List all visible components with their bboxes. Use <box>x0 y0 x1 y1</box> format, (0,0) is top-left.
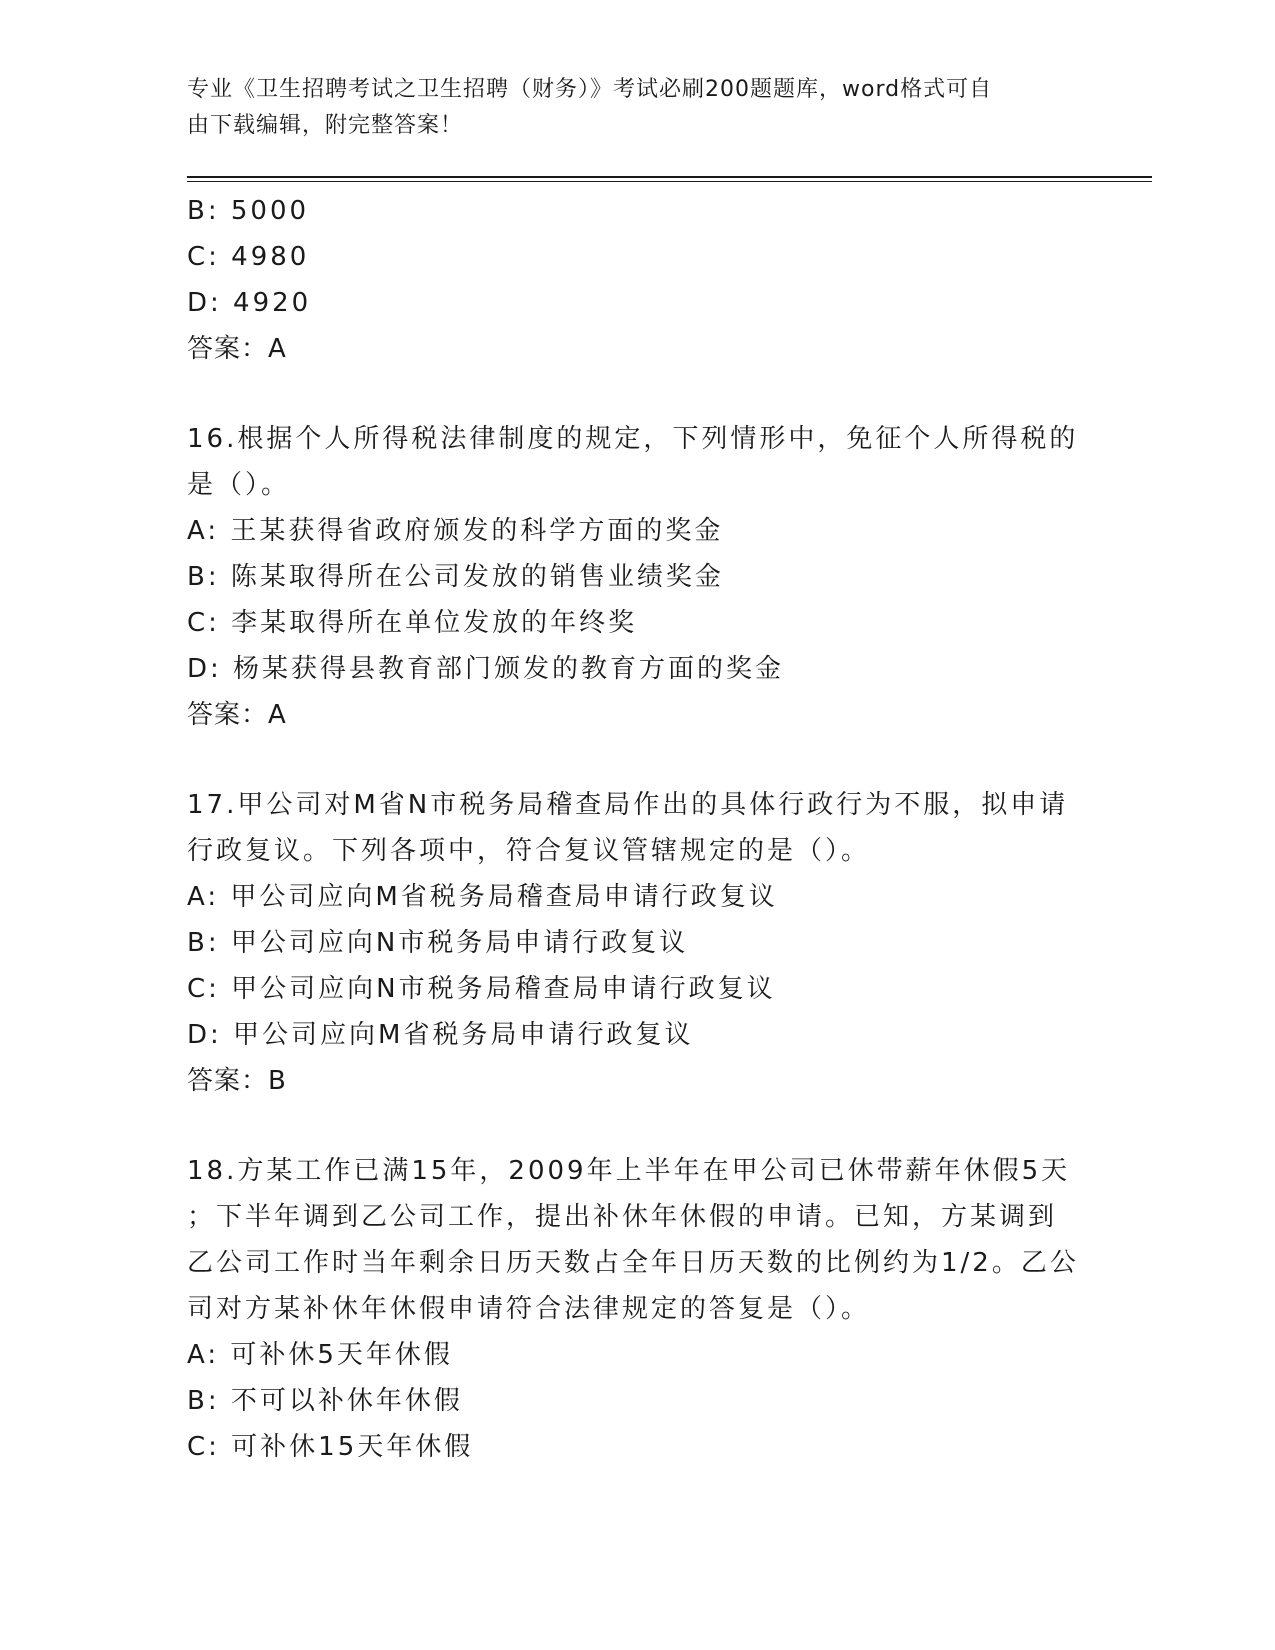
option-c: C: 李某取得所在单位发放的年终奖 <box>187 608 638 638</box>
page-header <box>187 72 1067 144</box>
option-a: A: 可补休5天年休假 <box>187 1340 453 1370</box>
option-b: B: 不可以补休年休假 <box>187 1386 463 1416</box>
option-c: C: 可补休15天年休假 <box>187 1432 474 1462</box>
option-b: B: 5000 <box>187 196 310 226</box>
spacer <box>187 1104 1087 1148</box>
header-title-line-2: 由下载编辑，附完整答案！ <box>187 113 464 138</box>
answer: 答案：A <box>187 700 287 730</box>
option-b: B: 甲公司应向N市税务局申请行政复议 <box>187 928 689 958</box>
header-divider-thin <box>187 181 1152 182</box>
question-text-line: 17.甲公司对M省N市税务局稽查局作出的具体行政行为不服，拟申请 <box>187 790 1069 820</box>
document-body <box>187 188 1087 1470</box>
question-text-line: 是（）。 <box>187 470 291 500</box>
spacer <box>187 372 1087 416</box>
question-text-line: 行政复议。下列各项中，符合复议管辖规定的是（）。 <box>187 836 871 866</box>
option-a: A: 甲公司应向M省税务局稽查局申请行政复议 <box>187 882 778 912</box>
question-text-line: 乙公司工作时当年剩余日历天数占全年日历天数的比例约为1/2。乙公 <box>187 1248 1079 1278</box>
option-d: D: 甲公司应向M省税务局申请行政复议 <box>187 1020 694 1050</box>
question-text-line: 司对方某补休年休假申请符合法律规定的答复是（）。 <box>187 1294 871 1324</box>
question-18 <box>187 1148 1087 1470</box>
option-d: D: 杨某获得县教育部门颁发的教育方面的奖金 <box>187 654 785 684</box>
option-c: C: 甲公司应向N市税务局稽查局申请行政复议 <box>187 974 776 1004</box>
question-15-tail <box>187 188 1087 372</box>
answer: 答案：B <box>187 1066 287 1096</box>
spacer <box>187 738 1087 782</box>
question-text-line: 18.方某工作已满15年，2009年上半年在甲公司已休带薪年休假5天 <box>187 1156 1071 1186</box>
header-divider-thick <box>187 176 1152 178</box>
option-a: A: 王某获得省政府颁发的科学方面的奖金 <box>187 516 724 546</box>
option-d: D: 4920 <box>187 288 312 318</box>
question-16 <box>187 416 1087 738</box>
header-title-line-1: 专业《卫生招聘考试之卫生招聘（财务）》考试必刷200题题库，word格式可自 <box>187 77 993 102</box>
option-c: C: 4980 <box>187 242 310 272</box>
question-text-line: 16.根据个人所得税法律制度的规定，下列情形中，免征个人所得税的 <box>187 424 1079 454</box>
question-text-line: ；下半年调到乙公司工作，提出补休年休假的申请。已知，方某调到 <box>187 1202 1058 1232</box>
option-b: B: 陈某取得所在公司发放的销售业绩奖金 <box>187 562 724 592</box>
answer: 答案：A <box>187 334 287 364</box>
question-17 <box>187 782 1087 1104</box>
